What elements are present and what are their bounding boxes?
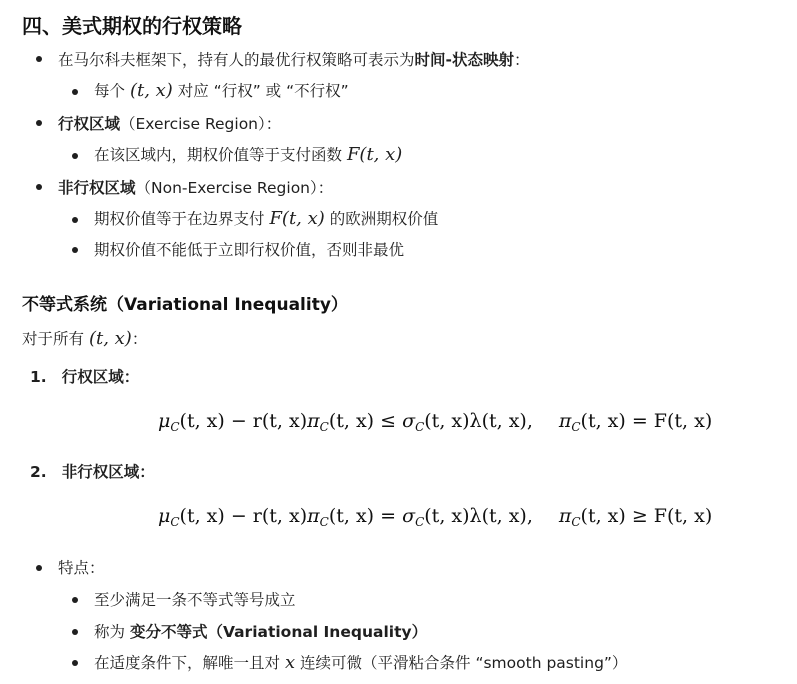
bullet-strategy [58,48,529,70]
sub-bullet-dot [72,247,78,253]
sub-bullet-dot [72,629,78,635]
eq-sub-c: C [415,420,425,434]
sub-bullet-pre: 在该区域内，期权价值等于支付函数 [94,146,347,164]
section-title: 四、美式期权的行权策略 [22,14,242,38]
eq-sub-c: C [571,515,581,529]
eq-term: (t, x) = F(t, x) [580,410,713,432]
sub-bullet-exercise [94,143,402,165]
math-ftx: F(t, x) [269,208,325,229]
vi-heading: 不等式系统（Variational Inequality） [22,295,348,315]
vi-intro [22,327,147,349]
math-tx: (t, x) [88,328,132,349]
eq-term: (t, x)λ(t, x), [424,410,533,432]
sub-bullet-dot [72,660,78,666]
eq-sub-c: C [415,515,425,529]
sub-bullet-post: 的欧洲期权价值 [324,210,439,228]
eq-pi: π [558,505,572,527]
item-number: 2. [30,463,47,481]
eq-sub-c: C [319,515,329,529]
sub-bullet-dot [72,597,78,603]
item-label: 行权区域： [61,368,140,386]
bullet-dot [36,565,42,571]
sub-bullet-pre: 每个 [94,82,130,100]
bullet-rest: （Exercise Region）： [120,115,282,133]
eq-pi: π [307,410,320,432]
sub-bullet-european [94,207,438,229]
bullet-dot [36,184,42,190]
bullet-text: 在马尔科夫框架下，持有人的最优行权策略可表示为 [58,51,415,69]
eq-term: (t, x)λ(t, x), [424,505,533,527]
eq-sub-c: C [170,420,180,434]
eq-sub-c: C [170,515,180,529]
eq-term: (t, x) ≥ F(t, x) [580,505,713,527]
eq-mu: μ [158,505,171,527]
item-number: 1. [30,368,47,386]
bullet-rest: （Non-Exercise Region）： [135,179,334,197]
sub-bullet-not-lower: 期权价值不能低于立即行权价值，否则非最优 [94,241,405,259]
eq-term: (t, x) [328,505,375,527]
eq-sigma: σ [402,410,416,432]
feature-smooth-pasting [94,651,627,673]
sub-bullet-map [94,79,349,101]
eq-sigma: σ [402,505,416,527]
eq-relation: ≤ [374,410,403,432]
eq-term: (t, x) [328,410,375,432]
bullet-dot [36,56,42,62]
eq-pi: π [307,505,320,527]
bullet-non-exercise-region [58,176,333,198]
bullet-tail: ： [513,51,530,69]
eq-sub-c: C [319,420,329,434]
sub-bullet-pre: 期权价值等于在边界支付 [94,210,270,228]
item-label: 非行权区域： [61,463,155,481]
feature-equality: 至少满足一条不等式等号成立 [94,591,296,609]
item-exercise [30,365,139,387]
sub-bullet-dot [72,153,78,159]
bullet-exercise-region [58,112,281,134]
eq-relation: = [374,505,403,527]
sub-bullet-post: 对应 “行权” 或 “不行权” [172,82,349,100]
feature-pre: 在适度条件下，解唯一且对 [94,654,285,672]
equation-non-exercise [158,505,712,529]
bullet-bold: 时间-状态映射 [414,51,514,69]
eq-term: (t, x) − r(t, x) [179,505,308,527]
eq-pi: π [558,410,572,432]
feature-post: 连续可微（平滑粘合条件 “smooth pasting”） [295,654,628,672]
eq-mu: μ [158,410,171,432]
math-x: x [284,652,296,673]
item-non-exercise [30,460,155,482]
features-label: 特点： [58,559,105,577]
eq-term: (t, x) − r(t, x) [179,410,308,432]
math-tx: (t, x) [129,80,173,101]
feature-name [94,620,427,642]
feature-pre: 称为 [94,623,130,641]
math-ftx: F(t, x) [346,144,403,165]
sub-bullet-dot [72,89,78,95]
vi-intro-post: ： [131,330,148,348]
equation-exercise [158,410,712,434]
eq-sub-c: C [571,420,581,434]
bullet-bold: 行权区域 [58,115,121,133]
sub-bullet-dot [72,217,78,223]
bullet-bold: 非行权区域 [58,179,136,197]
bullet-dot [36,120,42,126]
vi-intro-pre: 对于所有 [22,330,89,348]
feature-bold: 变分不等式（Variational Inequality） [129,623,428,641]
